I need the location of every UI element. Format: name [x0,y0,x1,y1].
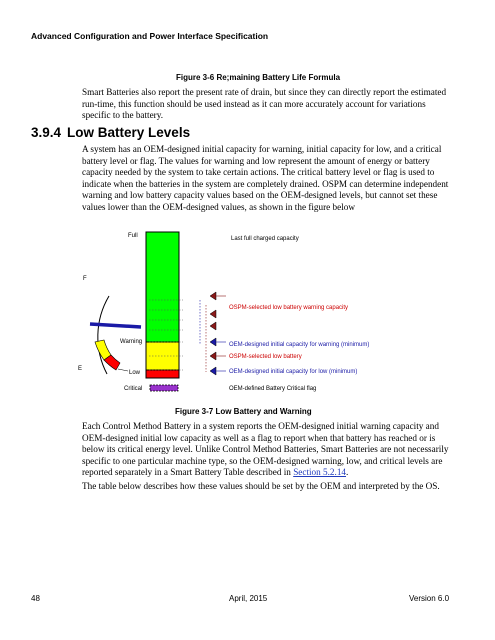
section-5-2-14-link[interactable]: Section 5.2.14 [293,467,347,478]
ospm-warning-arrow [210,292,216,300]
document-header: Advanced Configuration and Power Interface Specification [31,31,269,41]
table-intro-paragraph: The table below describes how these values should be set by the OEM and interpreted by the OS. [82,481,440,491]
oem-warning-text: OEM-designed initial capacity for warning (minimum) [229,342,370,348]
oem-low-text: OEM-designed initial capacity for low (minimum) [229,369,358,375]
oem-low-arrow [210,367,216,375]
battery-green-region [146,232,179,342]
oem-critical-text: OEM-defined Battery Critical flag [229,386,317,392]
footer-version: Version 6.0 [409,594,450,603]
section-number: 3.9.4 [31,125,62,140]
ospm-low-text: OSPM-selected low battery [229,354,302,360]
control-method-paragraph: Each Control Method Battery in a system reports the OEM-designed initial warning capacity and OEM-designed initial low capacity as well as a flag to report when that battery has reached or is below its critical energy level. Unlike Control Method Batteries, Smart Batteries are not necessarily specific to one particular machine type, so the OEM-designed warning, low, and critical levels are reported separately in a Smart Battery Table described in Section 5.2.14. [82,421,449,478]
oem-warning-arrow [210,338,216,346]
control-method-text: Each Control Method Battery in a system reports the OEM-designed initial warning capacity and OEM-designed initial low capacity as well as a flag to report when that battery has reached or is below its critical energy level. Unlike Control Method Batteries, Smart Batteries are not necessarily specific to one particular machine type, so the OEM-designed warning, low, and critical levels are reported separately in a Smart Battery Table described in [82,421,449,478]
battery-red-region [146,370,179,378]
figure-3-7-caption: Figure 3-7 Low Battery and Warning [175,407,312,416]
gauge-e-label: E [78,366,83,372]
ospm-low-arrow [210,352,216,360]
full-label: Full [128,233,138,239]
gauge-f-label: F [83,276,87,282]
footer-date: April, 2015 [229,594,268,603]
page-number: 48 [31,594,40,603]
low-battery-paragraph: A system has an OEM-designed initial capacity for warning, initial capacity for low, and a critical battery level or flag. The values for warning and low represent the amount of energy or battery capacity needed by the system to take certain actions. The critical battery level or flag is used to indicate when the batteries in the system are completely drained. OSPM can determine independent warning and low battery capacity values based on the OEM-designed levels, but cannot set these values lower than the OEM-designed values, as shown in the figure below [82,144,449,212]
ospm-warning-text: OSPM-selected low battery warning capacity [229,305,349,311]
warning-label: Warning [120,339,143,345]
section-title: Low Battery Levels [67,125,191,140]
smart-battery-paragraph: Smart Batteries also report the present rate of drain, but since they can directly report the estimated run-time, this function should be used instead as it can more accurately account for variations specific to the battery. [82,87,447,121]
fuel-gauge-needle [90,324,141,327]
battery-critical-bar [150,385,178,391]
critical-label: Critical [124,386,143,392]
figure-3-6-caption: Figure 3-6 Re;maining Battery Life Formula [176,73,341,82]
low-label: Low [129,370,141,376]
last-full-capacity-label: Last full charged capacity [231,236,299,242]
